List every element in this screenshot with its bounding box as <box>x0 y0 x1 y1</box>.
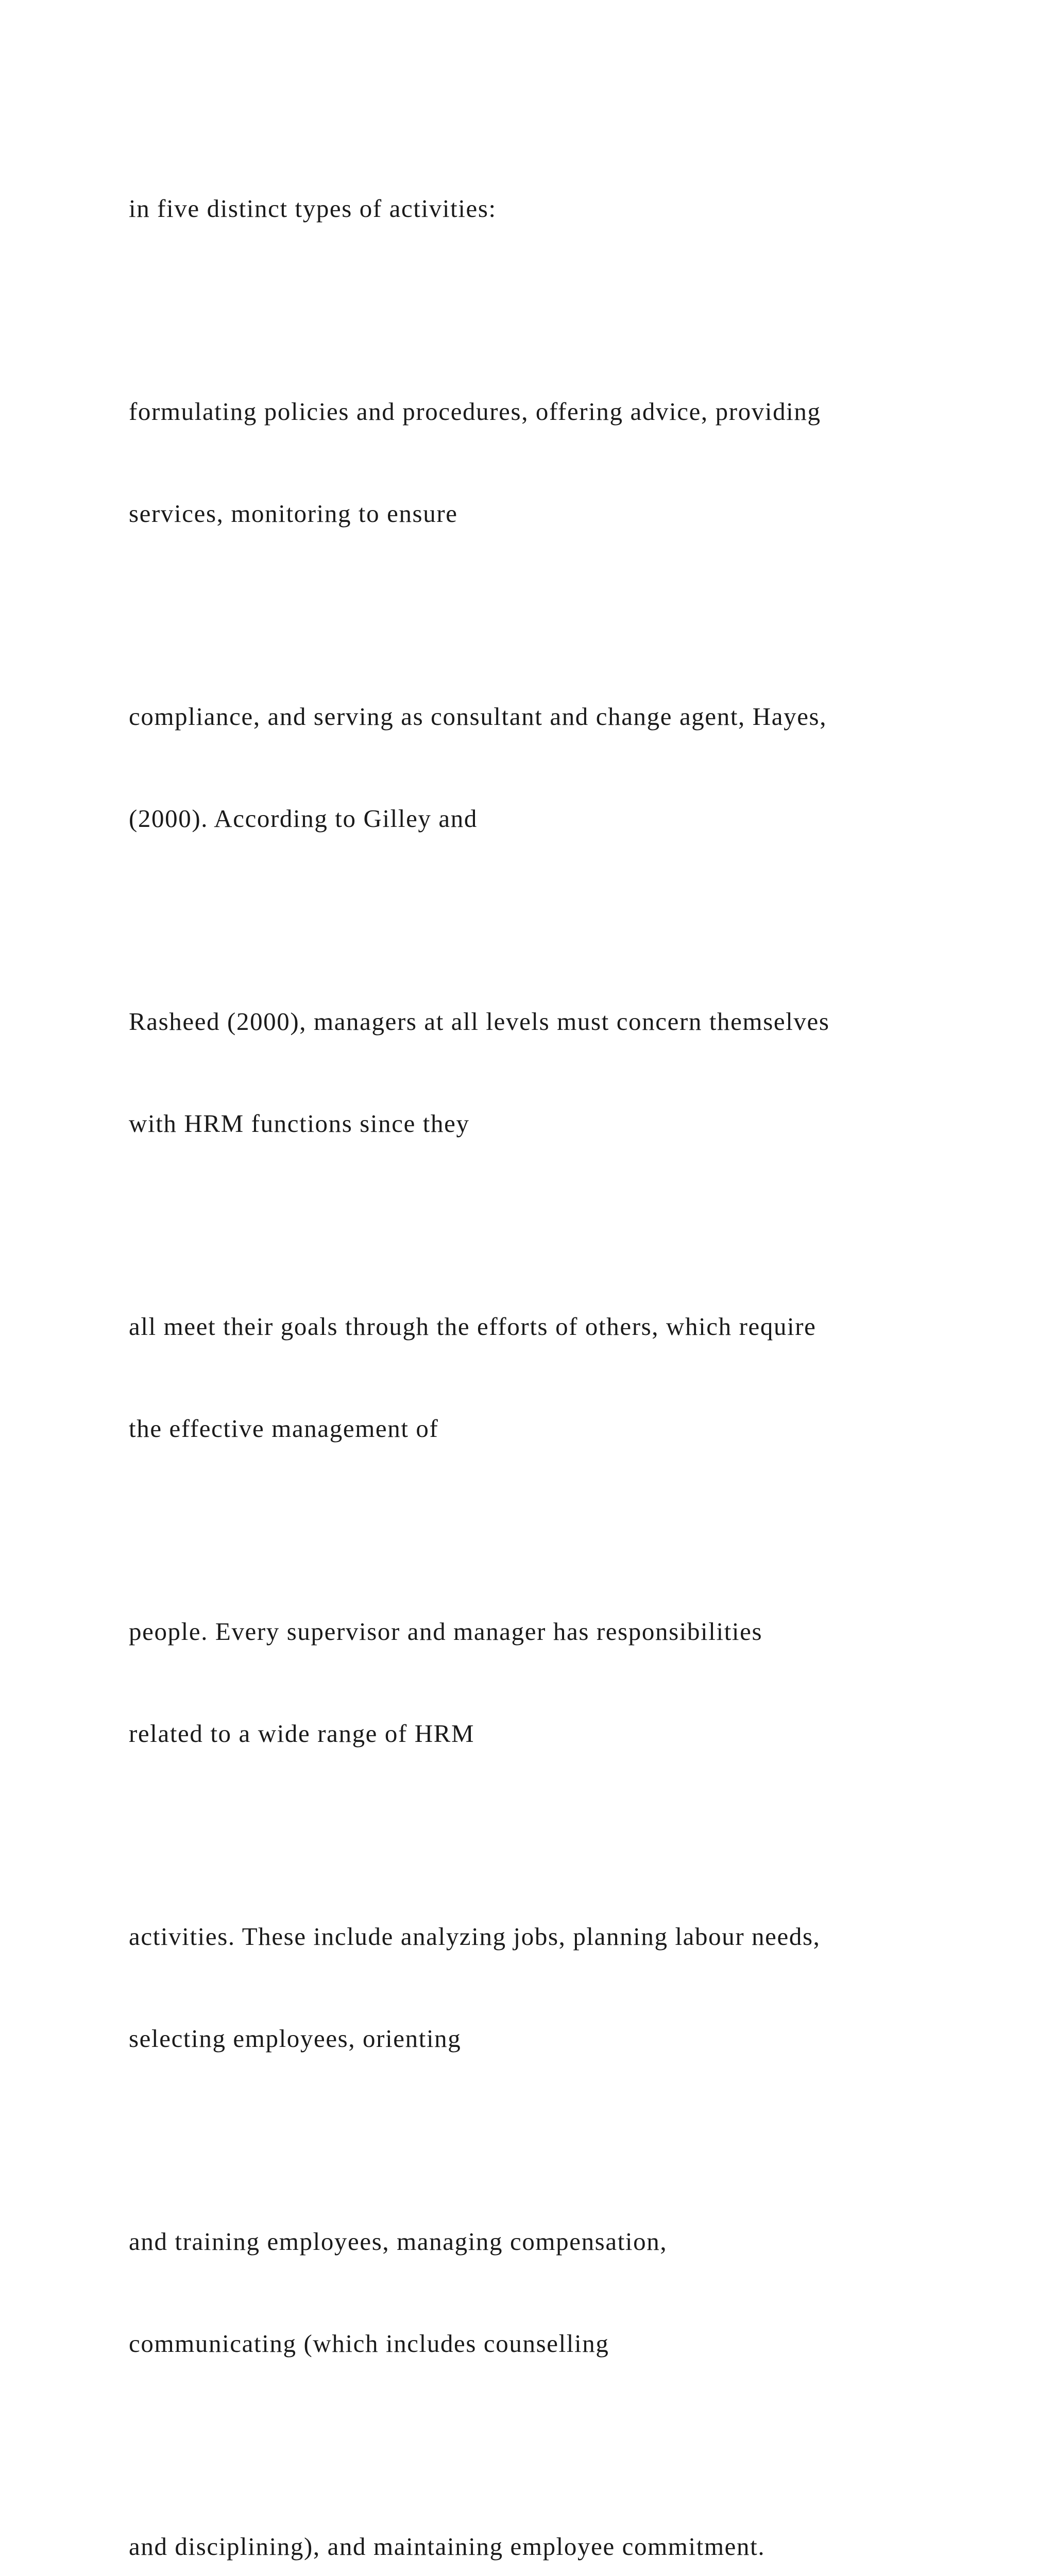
text-line: people. Every supervisor and manager has responsibilities <box>129 1617 763 1646</box>
text-line: compliance, and serving as consultant and change agent, Hayes, <box>129 702 827 731</box>
text-line: activities. These include analyzing jobs, planning labour needs, <box>129 1922 821 1951</box>
paragraph <box>129 1852 974 2124</box>
text-line: and disciplining), and maintaining employee commitment. <box>129 2532 765 2561</box>
text-line: all meet their goals through the efforts of others, which require <box>129 1312 816 1341</box>
text-line: in five distinct types of activities: <box>129 194 497 223</box>
paragraph <box>129 1242 974 1514</box>
text-line: services, monitoring to ensure <box>129 499 458 528</box>
text-line: Rasheed (2000), managers at all levels must concern themselves <box>129 1007 830 1036</box>
paragraph <box>129 632 974 904</box>
document-body <box>129 124 974 2576</box>
text-line: selecting employees, orienting <box>129 2024 462 2053</box>
paragraph <box>129 124 974 294</box>
text-line: the effective management of <box>129 1414 439 1443</box>
paragraph <box>129 1547 974 1819</box>
paragraph <box>129 2462 974 2576</box>
paragraph <box>129 327 974 599</box>
text-line: related to a wide range of HRM <box>129 1719 475 1748</box>
text-line: communicating (which includes counselling <box>129 2329 609 2358</box>
paragraph <box>129 937 974 1209</box>
text-line: formulating policies and procedures, offering advice, providing <box>129 397 821 426</box>
paragraph <box>129 2157 974 2429</box>
text-line: (2000). According to Gilley and <box>129 804 478 833</box>
text-line: with HRM functions since they <box>129 1109 470 1138</box>
text-line: and training employees, managing compensation, <box>129 2227 668 2256</box>
